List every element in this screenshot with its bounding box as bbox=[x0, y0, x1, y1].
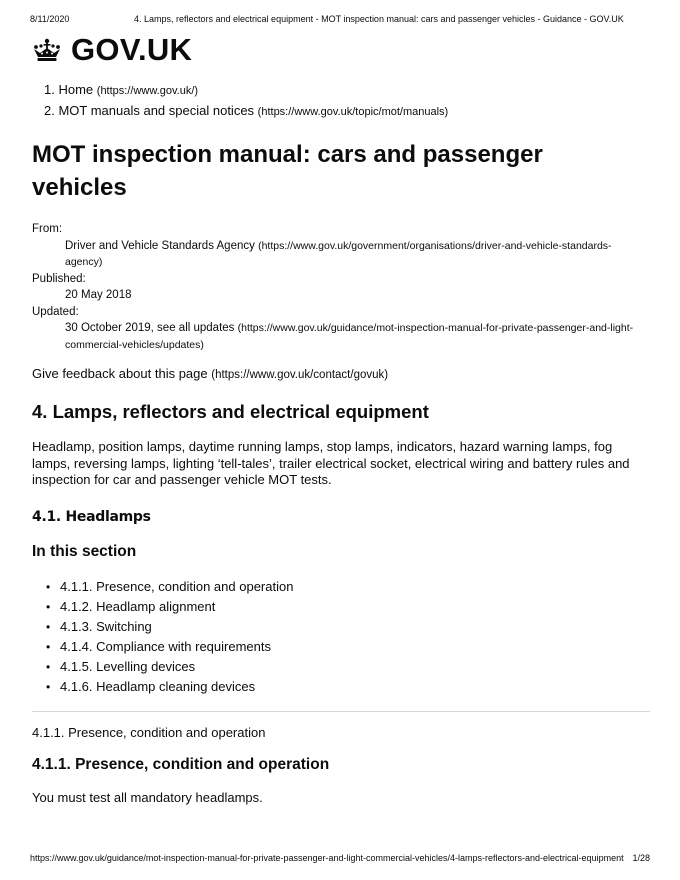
footer-url: https://www.gov.uk/guidance/mot-inspection-manual-for-private-passenger-and-light-commercial-vehicles/4-lamps-reflectors-and-electrical-equipment bbox=[30, 853, 624, 863]
in-this-section-heading: In this section bbox=[32, 543, 137, 560]
section-heading: 4.1.1. Presence, condition and operation bbox=[32, 756, 330, 773]
toc-item[interactable] bbox=[46, 597, 293, 617]
breadcrumb-number: 1. bbox=[44, 82, 55, 97]
bullet-icon: • bbox=[46, 640, 51, 654]
toc-item[interactable] bbox=[46, 617, 293, 637]
breadcrumb-number: 2. bbox=[44, 103, 55, 118]
crown-icon bbox=[32, 38, 62, 63]
feedback-row bbox=[32, 366, 388, 381]
toc-item[interactable] bbox=[46, 577, 294, 597]
divider bbox=[32, 711, 650, 712]
feedback-url: (https://www.gov.uk/contact/govuk) bbox=[211, 369, 389, 381]
print-date: 8/11/2020 bbox=[30, 14, 70, 24]
breadcrumb-label[interactable]: MOT manuals and special notices bbox=[58, 103, 255, 118]
updated-value-row bbox=[32, 320, 647, 353]
toc-link[interactable]: 4.1.3. Switching bbox=[60, 619, 152, 634]
see-all-updates-link[interactable]: 30 October 2019, see all updates bbox=[65, 322, 235, 334]
breadcrumb-item-mot-manuals[interactable] bbox=[44, 101, 448, 122]
govuk-logo[interactable] bbox=[32, 32, 192, 68]
logo-text: GOV.UK bbox=[71, 32, 193, 67]
section-label: 4.1.1. Presence, condition and operation bbox=[32, 725, 266, 740]
breadcrumb-label[interactable]: Home bbox=[58, 82, 94, 97]
toc-link[interactable]: 4.1.4. Compliance with requirements bbox=[60, 639, 271, 654]
updated-label: Updated: bbox=[32, 305, 79, 318]
from-value-row bbox=[32, 238, 647, 271]
breadcrumb-item-home[interactable] bbox=[44, 80, 448, 101]
section-body-text: You must test all mandatory headlamps. bbox=[32, 790, 263, 805]
breadcrumb-url: (https://www.gov.uk/topic/mot/manuals) bbox=[257, 106, 449, 118]
bullet-icon: • bbox=[46, 580, 51, 594]
chapter-heading: 4. Lamps, reflectors and electrical equipment bbox=[32, 401, 429, 422]
print-document-title: 4. Lamps, reflectors and electrical equipment - MOT inspection manual: cars and passenger vehicles - Guidance - GOV.UK bbox=[134, 14, 624, 24]
subsection-heading: 4.1. Headlamps bbox=[32, 509, 151, 525]
bullet-icon: • bbox=[46, 600, 51, 614]
section-contents-list bbox=[46, 577, 294, 697]
toc-item[interactable] bbox=[46, 677, 293, 697]
bullet-icon: • bbox=[46, 680, 51, 694]
published-label: Published: bbox=[32, 272, 86, 285]
page-title: MOT inspection manual: cars and passenger vehicles bbox=[32, 141, 543, 201]
breadcrumb bbox=[44, 80, 448, 122]
from-url: (https://www.gov.uk/government/organisations/driver-and-vehicle-standards-agency) bbox=[65, 239, 612, 268]
metadata bbox=[32, 221, 647, 353]
toc-link[interactable]: 4.1.2. Headlamp alignment bbox=[60, 599, 216, 614]
published-value: 20 May 2018 bbox=[65, 289, 132, 301]
toc-item[interactable] bbox=[46, 637, 293, 657]
bullet-icon: • bbox=[46, 620, 51, 634]
from-label: From: bbox=[32, 223, 63, 235]
page-number: 1/28 bbox=[632, 853, 650, 863]
chapter-summary: Headlamp, position lamps, daytime running lamps, stop lamps, indicators, hazard warning lamps, fog lamps, reversing lamps, lighting ‘tell-tales’, trailer electrical socket, electrical wiring and battery rules and inspection for car and passenger vehicle MOT tests. bbox=[32, 439, 630, 487]
bullet-icon: • bbox=[46, 660, 51, 674]
updated-url: (https://www.gov.uk/guidance/mot-inspection-manual-for-private-passenger-and-light-commercial-vehicles/updates) bbox=[65, 322, 634, 351]
breadcrumb-url: (https://www.gov.uk/) bbox=[96, 85, 199, 97]
toc-item[interactable] bbox=[46, 657, 293, 677]
toc-link[interactable]: 4.1.5. Levelling devices bbox=[60, 659, 196, 674]
toc-link[interactable]: 4.1.6. Headlamp cleaning devices bbox=[60, 679, 256, 694]
feedback-link[interactable]: Give feedback about this page bbox=[32, 366, 208, 381]
toc-link[interactable]: 4.1.1. Presence, condition and operation bbox=[60, 579, 294, 594]
from-link[interactable]: Driver and Vehicle Standards Agency bbox=[65, 239, 255, 252]
